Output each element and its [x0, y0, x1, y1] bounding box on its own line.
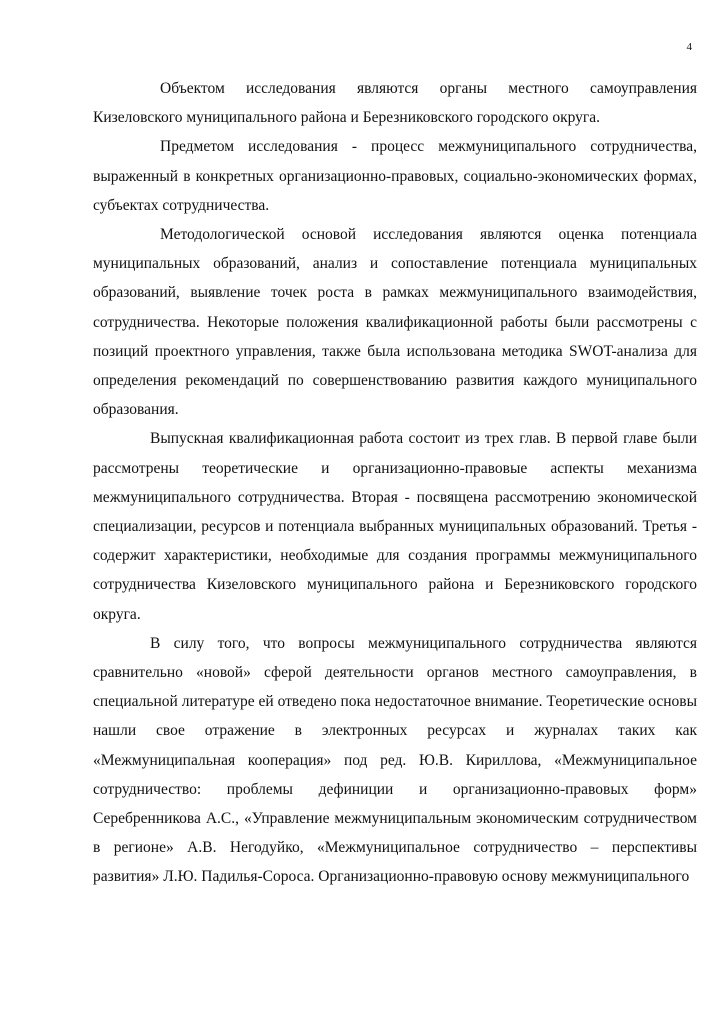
document-body: [93, 74, 697, 892]
paragraph-methodology: Методологической основой исследования являются оценка потенциала муниципальных образований, анализ и сопоставление потенциала муниципальных образований, выявление точек роста в рамках межмуниципального взаимодействия, сотрудничества. Некоторые положения квалификационной работы были рассмотрены с позиций проектного управления, также была использована методика SWOT-анализа для определения рекомендаций по совершенствованию развития каждого муниципального образования.: [93, 226, 697, 419]
page-number: 4: [686, 41, 692, 53]
paragraph-research-object: Объектом исследования являются органы местного самоуправления Кизеловского муниципального района и Березниковского городского округа.: [93, 80, 697, 127]
paragraph-research-subject: Предметом исследования - процесс межмуниципального сотрудничества, выраженный в конкретных организационно-правовых, социально-экономических формах, субъектах сотрудничества.: [93, 138, 697, 214]
paragraph-literature-review: В силу того, что вопросы межмуниципального сотрудничества являются сравнительно «новой» сферой деятельности органов местного самоуправления, в специальной литературе ей отведено пока недостаточное внимание. Теоретические основы нашли свое отражение в электронных ресурсах и журналах таких как «Межмуниципальная кооперация» под ред. Ю.В. Кириллова, «Межмуниципальное сотрудничество: проблемы дефиниции и организационно-правовых форм» Серебренникова А.С., «Управление межмуниципальным экономическим сотрудничеством в регионе» А.В. Негодуйко, «Межмуниципальное сотрудничество – перспективы развития» Л.Ю. Падилья-Сороса. Организационно-правовую основу межмуниципального: [93, 634, 697, 886]
paragraph-work-structure: Выпускная квалификационная работа состоит из трех глав. В первой главе были рассмотрены теоретические и организационно-правовые аспекты механизма межмуниципального сотрудничества. Вторая - посвящена рассмотрению экономической специализации, ресурсов и потенциала выбранных муниципальных образований. Третья - содержит характеристики, необходимые для создания программы межмуниципального сотрудничества Кизеловского муниципального района и Березниковского городского округа.: [93, 430, 697, 623]
